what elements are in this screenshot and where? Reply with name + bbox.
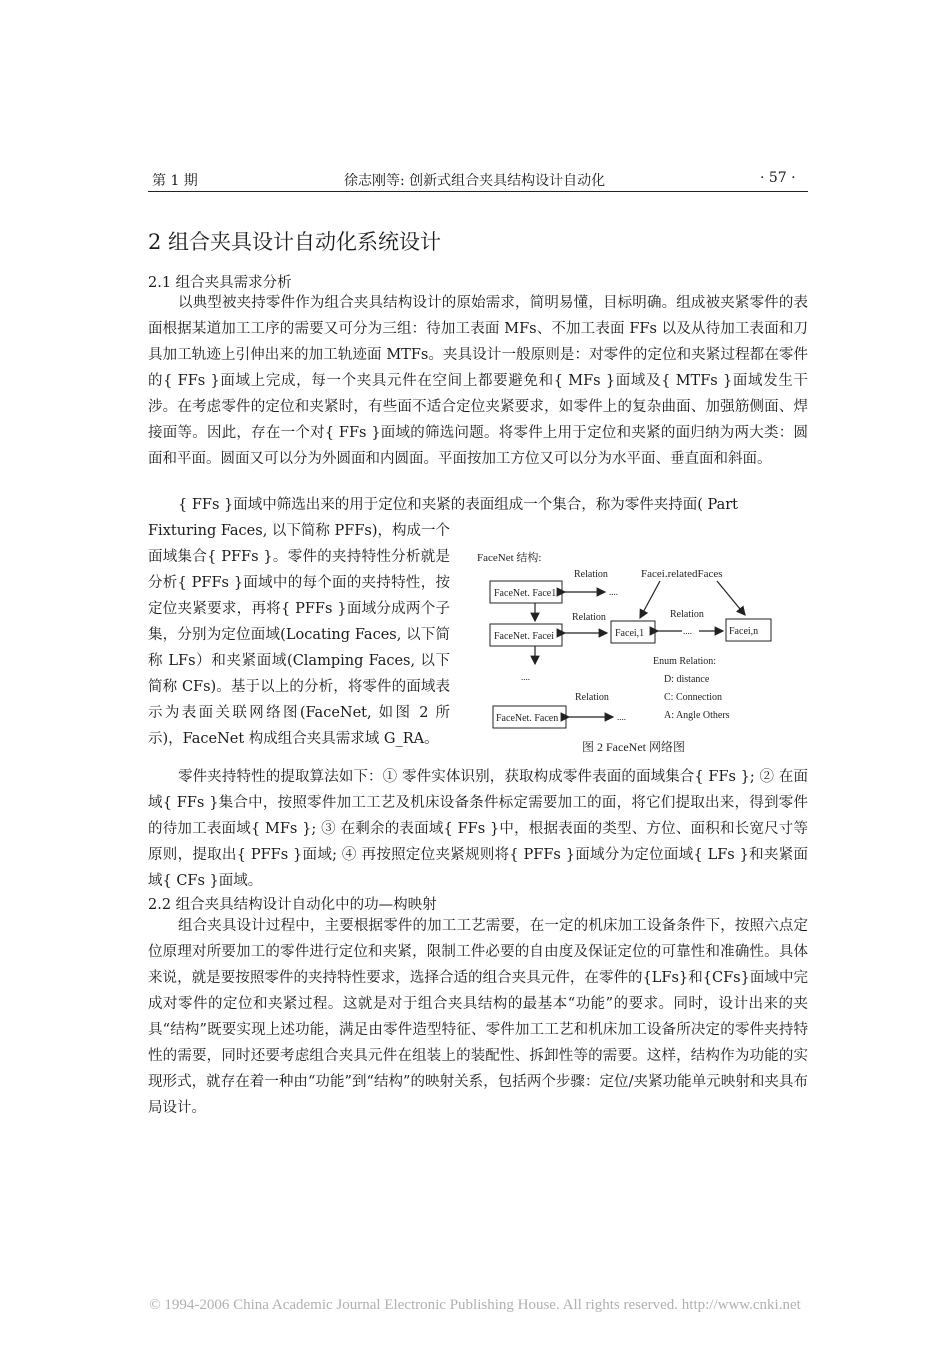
page-number: · 57 · bbox=[760, 170, 796, 186]
facenet-diagram bbox=[477, 545, 797, 760]
dots-vertical: .... bbox=[521, 672, 530, 682]
dots-1: .... bbox=[609, 587, 618, 597]
node-face1-label: FaceNet. Face1 bbox=[494, 588, 557, 599]
paragraph-2-left: Fixturing Faces, 以下简称 PFFs)，构成一个面域集合{ PFFs }。零件的夹持特性分析就是分析{ PFFs }面域中的每个面的夹持特性，按定位夹紧要求，再将{ PFFs }面域分成两个子集，分别为定位面域(Locating Faces, 以下简称 LFs）和夹紧面域(Clamping Faces, 以下简称 CFs)。基于以上的分析，将零件的面域表示为表面关联网络图(FaceNet, 如图 2 所示)，FaceNet 构成组合夹具需求域 G_RA。 bbox=[148, 523, 451, 747]
paragraph-1: 以典型被夹持零件作为组合夹具结构设计的原始需求，简明易懂，目标明确。组成被夹紧零件的表面根据某道加工工序的需要又可分为三组：待加工表面 MFs、不加工表面 FFs 以及从待加工表面和刀具加工轨迹上引伸出来的加工轨迹面 MTFs。夹具设计一般原则是：对零件的定位和夹紧过程都在零件的{ FFs }面域上完成，每一个夹具元件在空间上都要避免和{ MFs }面域及{ MTFs }面域发生干涉。在考虑零件的定位和夹紧时，有些面不适合定位夹紧要求，如零件上的复杂曲面、加强筋侧面、焊接面等。因此，存在一个对{ FFs }面域的筛选问题。将零件上用于定位和夹紧的面归纳为两大类：圆面和平面。圆面又可以分为外圆面和内圆面。平面按加工方位又可以分为水平面、垂直面和斜面。 bbox=[148, 295, 808, 467]
paragraph-3: 零件夹持特性的提取算法如下：① 零件实体识别，获取构成零件表面的面域集合{ FFs }; ② 在面域{ FFs }集合中，按照零件加工工艺及机床设备条件标定需要加工的面，将它们提取出来，得到零件的待加工表面域{ MFs }; ③ 在剩余的表面域{ FFs }中，根据表面的类型、方位、面积和长宽尺寸等原则，提取出{ PFFs }面域; ④ 再按照定位夹紧规则将{ PFFs }面域分为定位面域{ LFs }和夹紧面域{ CFs }面域。 bbox=[148, 769, 808, 889]
related-faces-label: Facei.relatedFaces bbox=[641, 568, 723, 580]
node-facein-label: Facei,n bbox=[729, 626, 759, 637]
section-heading: 2 组合夹具设计自动化系统设计 bbox=[148, 230, 442, 254]
figure-facenet bbox=[477, 545, 797, 760]
enum-a: A: Angle Others bbox=[664, 710, 730, 721]
subsection-2-1-heading: 2.1 组合夹具需求分析 bbox=[148, 275, 292, 291]
node-facei-label: FaceNet. Facei bbox=[494, 631, 554, 642]
arrow-related-facei1 bbox=[640, 581, 660, 618]
enum-c: C: Connection bbox=[664, 692, 723, 703]
dots-3: .... bbox=[617, 712, 626, 722]
header-rule bbox=[148, 191, 808, 192]
relation-label-3: Relation bbox=[670, 609, 704, 620]
node-facei1-label: Facei,1 bbox=[615, 628, 645, 639]
journal-issue: 第 1 期 bbox=[152, 173, 198, 189]
enum-title: Enum Relation: bbox=[653, 656, 717, 667]
node-facen-label: FaceNet. Facen bbox=[496, 713, 559, 724]
figure-caption: 图 2 FaceNet 网络图 bbox=[582, 740, 685, 754]
copyright-footer: © 1994-2006 China Academic Journal Electronic Publishing House. All rights reserved. http://www.cnki.net bbox=[149, 1297, 801, 1313]
running-title: 徐志刚等: 创新式组合夹具结构设计自动化 bbox=[344, 173, 606, 189]
figure-structure-label: FaceNet 结构: bbox=[477, 552, 542, 564]
relation-label-4: Relation bbox=[575, 692, 609, 703]
enum-d: D: distance bbox=[664, 674, 710, 685]
arrow-related-facein bbox=[717, 581, 745, 615]
subsection-2-2-heading: 2.2 组合夹具结构设计自动化中的功—构映射 bbox=[148, 897, 437, 913]
paragraph-2-top: { FFs }面域中筛选出来的用于定位和夹紧的表面组成一个集合，称为零件夹持面( Part bbox=[178, 497, 739, 513]
dots-2: .... bbox=[683, 626, 692, 636]
relation-label-2: Relation bbox=[572, 612, 606, 623]
paragraph-4: 组合夹具设计过程中，主要根据零件的加工工艺需要，在一定的机床加工设备条件下，按照六点定位原理对所要加工的零件进行定位和夹紧，限制工件必要的自由度及保证定位的可靠性和准确性。具体来说，就是要按照零件的夹持特性要求，选择合适的组合夹具元件，在零件的{LFs}和{CFs}面域中完成对零件的定位和夹紧过程。这就是对于组合夹具结构的最基本“功能”的要求。同时，设计出来的夹具“结构”既要实现上述功能，满足由零件造型特征、零件加工工艺和机床加工设备所决定的零件夹持特性的需要，同时还要考虑组合夹具元件在组装上的装配性、拆卸性等的需要。这样，结构作为功能的实现形式，就存在着一种由“功能”到“结构”的映射关系，包括两个步骤：定位/夹紧功能单元映射和夹具布局设计。 bbox=[148, 918, 808, 1116]
relation-label-1: Relation bbox=[574, 569, 608, 580]
